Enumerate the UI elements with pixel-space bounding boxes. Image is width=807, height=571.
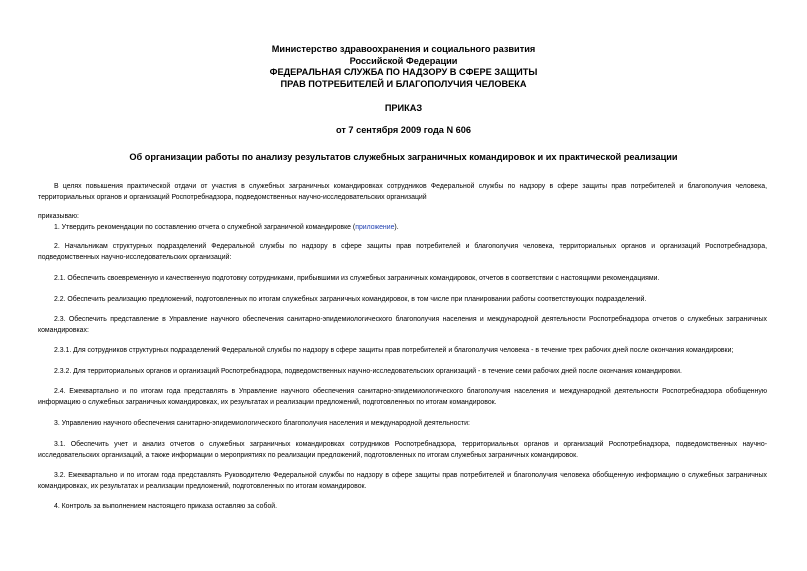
service-name-line1: ФЕДЕРАЛЬНАЯ СЛУЖБА ПО НАДЗОРУ В СФЕРЕ ЗАЩИТЫ [269,67,538,78]
appendix-link[interactable]: приложение [355,224,395,231]
paragraph-3-1: 3.1. Обеспечить учет и анализ отчетов о служебных заграничных командировках сотрудников Роспотребнадзора, территориальных органов и организаций Роспотребнадзора, подведомственных научно-исследовательских организаций, а также информации о мероприятиях по реализации предложений, подготовленных по итогам служебных заграничных командировок. [38,441,767,459]
order-date: от 7 сентября 2009 года N 606 [335,125,471,135]
service-name-line2: ПРАВ ПОТРЕБИТЕЛЕЙ И БЛАГОПОЛУЧИЯ ЧЕЛОВЕКА [280,78,527,89]
paragraph-1-end: ). [394,224,399,231]
paragraph-2-4: 2.4. Ежеквартально и по итогам года представлять в Управление научного обеспечения санитарно-эпидемиологического благополучия населения и международной деятельности Роспотребнадзора обобщенную информацию о служебных заграничных командировках, их результатах и реализации предложений, подготовленных по итогам командировок. [38,388,767,406]
paragraph-2-3-2: 2.3.2. Для территориальных органов и организаций Роспотребнадзора, подведомственных научно-исследовательских организаций - в течение семи рабочих дней после окончания командировки. [54,368,682,375]
paragraph-4: 4. Контроль за выполнением настоящего приказа оставляю за собой. [54,503,278,510]
paragraph-2-1: 2.1. Обеспечить своевременную и качественную подготовку сотрудниками, прибывшими из служебных заграничных командировок, отчетов в соответствии с настоящими рекомендациями. [54,275,660,282]
country-name: Российской Федерации [349,55,458,66]
ministry-name: Министерство здравоохранения и социального развития [271,44,536,54]
paragraph-1 [38,222,767,233]
paragraph-2-3: 2.3. Обеспечить представление в Управление научного обеспечения санитарно-эпидемиологического благополучия населения и международной деятельности Роспотребнадзора отчетов о служебных заграничных командировках: [38,316,767,334]
paragraph-1-text: 1. Утвердить рекомендации по составлению отчета о служебной заграничной командировке ( [54,224,356,231]
paragraph-2-2: 2.2. Обеспечить реализацию предложений, подготовленных по итогам служебных заграничных командировок, в том числе при планировании работы соответствующих подразделений. [54,296,647,303]
paragraph-3: 3. Управлению научного обеспечения санитарно-эпидемиологического благополучия населения и международной деятельности: [54,420,470,427]
document-title: Об организации работы по анализу результатов служебных заграничных командировок и их практической реализации [129,152,678,162]
paragraph-3-2: 3.2. Ежеквартально и по итогам года представлять Руководителю Федеральной службы по надзору в сфере защиты прав потребителей и благополучия человека обобщенную информацию о служебных заграничных командировках, их результатах и реализации предложений, подготовленных по итогам командировок. [38,472,767,490]
paragraph-2-3-1: 2.3.1. Для сотрудников структурных подразделений Федеральной службы по надзору в сфере защиты прав потребителей и благополучия человека - в течение трех рабочих дней после окончания командировки; [54,347,734,354]
order-heading: ПРИКАЗ [384,103,423,113]
intro-paragraph: В целях повышения практической отдачи от участия в служебных заграничных командировках сотрудников Федеральной службы по надзору в сфере защиты прав потребителей и благополучия человека, территориальных органов и организаций Роспотребнадзора, подведомственных научно-исследовательских организаций [38,183,767,201]
document-header [0,44,807,90]
order-word: приказываю: [38,213,79,220]
paragraph-2: 2. Начальникам структурных подразделений Федеральной службы по надзору в сфере защиты прав потребителей и благополучия человека, территориальных органов и организаций Роспотребнадзора, подведомственных научно-исследовательских организаций: [38,243,767,261]
